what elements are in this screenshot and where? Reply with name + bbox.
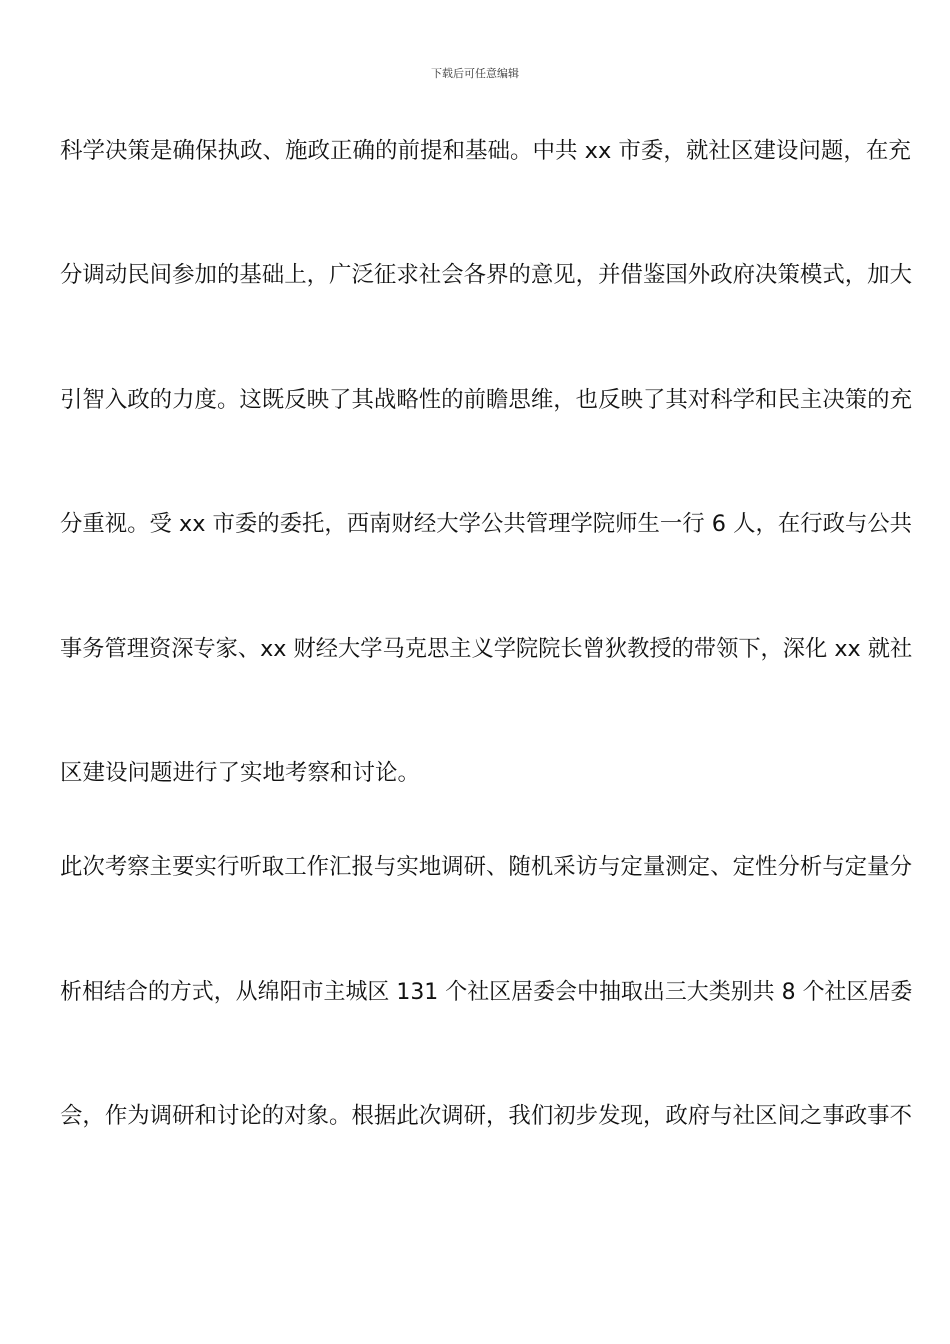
- paragraph-line: 引智入政的力度。这既反映了其战略性的前瞻思维，也反映了其对科学和民主决策的充: [60, 387, 913, 413]
- paragraph-line: 此次考察主要实行听取工作汇报与实地调研、随机采访与定量测定、定性分析与定量分: [60, 854, 913, 880]
- paragraph-line: 分调动民间参加的基础上，广泛征求社会各界的意见，并借鉴国外政府决策模式，加大: [60, 262, 913, 288]
- paragraph-line: 会，作为调研和讨论的对象。根据此次调研，我们初步发现，政府与社区间之事政事不: [60, 1103, 913, 1129]
- page-header-note: 下载后可任意编辑: [431, 67, 519, 80]
- paragraph-line: 分重视。受 xx 市委的委托，西南财经大学公共管理学院师生一行 6 人，在行政与公共: [60, 511, 913, 537]
- paragraph-line: 事务管理资深专家、xx 财经大学马克思主义学院院长曾狄教授的带领下，深化 xx 就社: [60, 636, 913, 662]
- paragraph-line: 析相结合的方式，从绵阳市主城区 131 个社区居委会中抽取出三大类别共 8 个社区居委: [60, 979, 913, 1005]
- paragraph-line: 区建设问题进行了实地考察和讨论。: [60, 760, 421, 786]
- paragraph-line: 科学决策是确保执政、施政正确的前提和基础。中共 xx 市委，就社区建设问题，在充: [60, 138, 911, 164]
